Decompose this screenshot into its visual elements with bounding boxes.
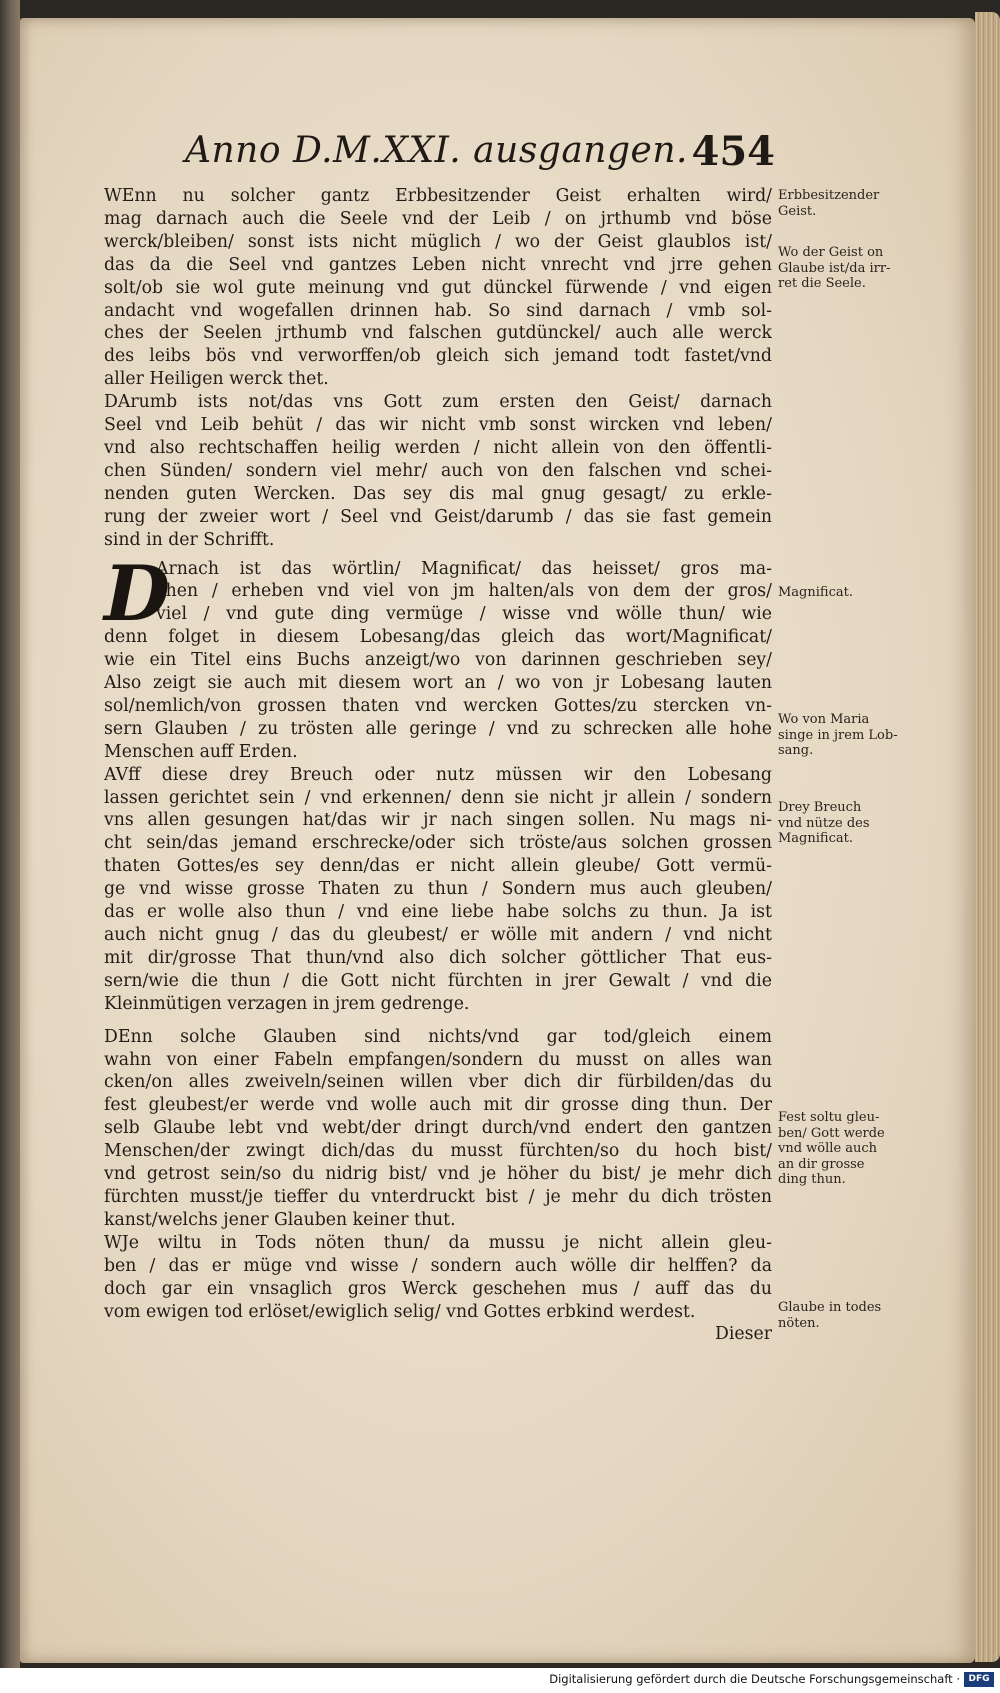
text-line: Seel vnd Leib behüt / das wir nicht vmb sonst wircken vnd leben/ [104,415,772,436]
catchword: Dieser [715,1324,772,1345]
text-line: vnd getrost sein/so du nidrig bist/ vnd je höher du bist/ je mehr dich [104,1164,772,1185]
paragraph [104,185,772,391]
text-line: WEnn nu solcher gantz Erbbesitzender Geist erhalten wird/ [104,186,772,206]
main-text-column [104,185,772,1346]
margin-note-line: Wo der Geist on [778,245,884,260]
text-line: DEnn solche Glauben sind nichts/vnd gar tod/gleich einem [104,1026,772,1047]
margin-note [778,585,928,601]
text-line: ge vnd wisse grosse Thaten zu thun / Sondern mus auch gleuben/ [104,879,772,900]
text-line: chen Sünden/ sondern viel mehr/ auch von den falschen vnd schei- [104,460,772,481]
margin-note-line: Wo von Maria [778,712,870,727]
paragraph [104,548,772,764]
text-line: das er wolle also thun / vnd eine liebe habe solchs zu thun. Ja ist [104,902,772,923]
margin-note-line: vnd nütze des [778,815,870,831]
margin-note-line: Geist. [778,203,817,219]
text-line: nenden guten Wercken. Das sey dis mal gnug gesagt/ zu erkle- [104,483,772,504]
running-header [185,128,775,184]
margin-note-line: Glaube in todes [778,1300,882,1315]
text-line: aller Heiligen werck thet. [104,369,329,390]
text-line: Also zeigt sie auch mit diesem wort an / wo von jr Lobesang lauten [104,673,772,694]
text-line: chen / erheben vnd viel von jm halten/als von dem der gros/ [156,581,772,602]
text-line: WJe wiltu in Tods nöten thun/ da mussu je nicht allein gleu- [104,1232,772,1253]
margin-note-line: Magnificat. [778,831,853,846]
text-line: Menschen/der zwingt dich/das du musst fürchten/so du hoch bist/ [104,1141,772,1162]
text-line: cht sein/das jemand erschrecke/oder sich tröste/aus solchen grossen [104,833,772,854]
margin-note-line: Glaube ist/da irr- [778,260,891,276]
margin-note-line: ret die Seele. [778,276,866,291]
margin-note-line: Drey Breuch [778,800,862,815]
margin-note-line: Erbbesitzender [778,188,880,203]
margin-note-line: nöten. [778,1315,820,1331]
margin-note [778,188,928,219]
text-line: fest gleubest/er werde vnd wolle auch mit dir grosse ding thun. Der [104,1095,772,1116]
margin-note-line: Magnificat. [778,585,853,600]
text-line: fürchten musst/je tieffer du vnterdruckt bist / je mehr du dich trösten [104,1186,772,1207]
margin-note [778,245,928,292]
paragraph [104,764,772,1016]
margin-note-line: vnd wölle auch [778,1141,878,1156]
text-line: wahn von einer Fabeln empfangen/sondern du musst on alles wan [104,1049,772,1070]
text-line: cken/on alles zweiveln/seinen willen vber dich dir fürbilden/das du [104,1072,772,1093]
footer-credit: Digitalisierung gefördert durch die Deutsche Forschungsgemeinschaft · [549,1672,960,1686]
margin-note-line: ben/ Gott werde [778,1125,885,1141]
text-line: sind in der Schrifft. [104,529,275,550]
text-line: sol/nemlich/von grossen thaten vnd wercken Gottes/zu stercken vn- [104,695,772,716]
left-page-edge [0,0,20,1693]
text-line: vom ewigen tod erlöset/ewiglich selig/ vnd Gottes erbkind werdest. [104,1301,696,1322]
text-line: viel / vnd gute ding vermüge / wisse vnd wölle thun/ wie [156,604,772,625]
paragraph [104,1026,772,1232]
drop-cap: D [104,548,170,638]
margin-note-line: ding thun. [778,1172,846,1187]
text-line: mit dir/grosse That thun/vnd also dich solcher göttlicher That eus- [104,947,772,968]
margin-note [778,712,928,759]
text-line: auch nicht gnug / das du gleubest/ er wölle mit andern / vnd nicht [104,925,772,945]
margin-note-line: singe in jrem Lob- [778,727,898,743]
text-line: ben / das er müge vnd wisse / sondern auch wölle dir helffen? da [104,1255,772,1276]
margin-note [778,800,928,847]
text-line: werck/bleiben/ sonst ists nicht müglich / wo der Geist glaublos ist/ [104,231,772,252]
paragraph [104,391,772,551]
text-line: Arnach ist das wörtlin/ Magnificat/ das heisset/ gros ma- [156,558,772,579]
text-line: wie ein Titel eins Buchs anzeigt/wo von darinnen geschrieben sey/ [104,650,772,671]
text-line: vns allen gesungen hat/das wir jr nach singen sollen. Nu mags ni- [104,810,772,831]
text-line: selb Glaube lebt vnd webt/der dringt durch/vnd endert den gantzen [104,1118,772,1139]
text-line: sern Glauben / zu trösten alle geringe / vnd zu schrecken alle hohe [104,718,772,739]
margin-note [778,1110,928,1188]
text-line: Kleinmütigen verzagen in jrem gedrenge. [104,993,470,1014]
text-line: lassen gerichtet sein / vnd erkennen/ denn sie nicht jr allein / sondern [104,787,772,808]
text-line: sern/wie die thun / die Gott nicht fürchten in jrer Gewalt / vnd die [104,970,772,991]
text-line: das da die Seel vnd gantzes Leben nicht vnrecht vnd jrre gehen [104,254,772,275]
text-line: andacht vnd wogefallen drinnen hab. So sind darnach / vmb sol- [104,300,772,321]
margin-note-line: an dir grosse [778,1156,865,1172]
book-fore-edge [975,12,1000,1662]
text-line: des leibs bös vnd verworffen/ob gleich sich jemand todt fastet/vnd [104,346,772,367]
digitization-footer [0,1668,1000,1693]
margin-note [778,1300,928,1331]
text-line: kanst/welchs jener Glauben keiner thut. [104,1209,456,1230]
text-line: AVff diese drey Breuch oder nutz müssen wir den Lobesang [104,764,772,785]
text-line: Menschen auff Erden. [104,741,298,762]
running-title: Anno D.M.XXI. ausgangen. [185,130,688,171]
text-line: DArumb ists not/das vns Gott zum ersten den Geist/ darnach [104,392,772,413]
text-line: rung der zweier wort / Seel vnd Geist/darumb / das sie fast gemein [104,506,772,527]
text-line: doch gar ein vnsaglich gros Werck geschehen mus / auff das du [104,1278,772,1299]
text-line: vnd also rechtschaffen heilig werden / nicht allein von den öffentli- [104,437,772,458]
text-line: mag darnach auch die Seele vnd der Leib / on jrthumb vnd böse [104,208,772,229]
text-line: ches der Seelen jrthumb vnd falschen gutdünckel/ auch alle werck [104,323,772,344]
paragraph [104,1232,772,1324]
text-line: denn folget in diesem Lobesang/das gleich das wort/Magnificat/ [104,627,772,648]
page-number: 454 [691,128,775,175]
dfg-logo: DFG [964,1672,994,1687]
text-line: solt/ob sie wol gute meinung vnd gut dünckel fürwende / vnd eigen [104,277,772,298]
margin-note-line: Fest soltu gleu- [778,1110,880,1125]
text-line: thaten Gottes/es sey denn/das er nicht allein gleube/ Gott vermü- [104,856,772,877]
margin-note-line: sang. [778,743,814,758]
